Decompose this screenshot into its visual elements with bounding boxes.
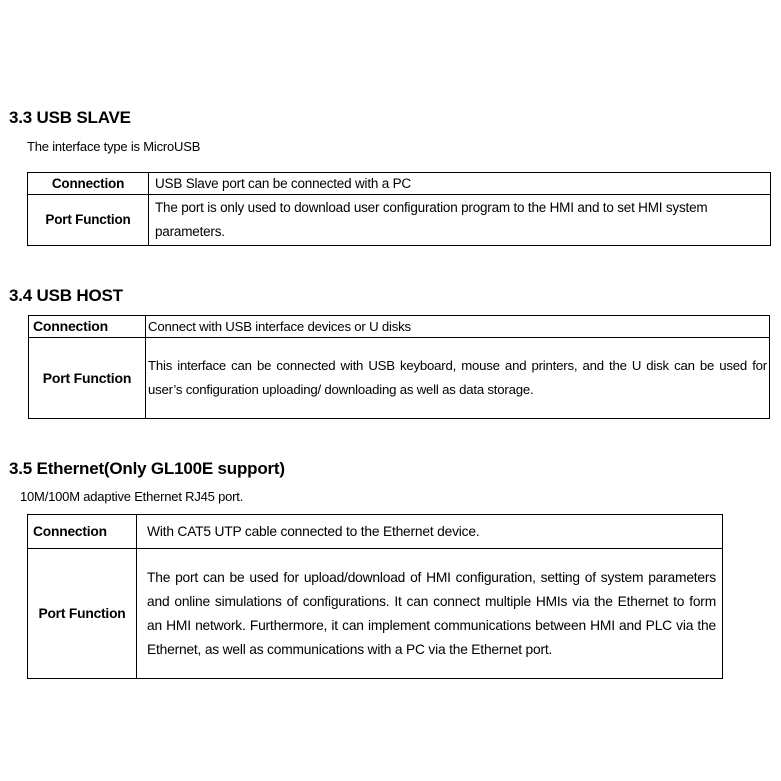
row-text: The port is only used to download user configuration program to the HMI and to set HMI system parameters. bbox=[149, 195, 771, 246]
row-text: This interface can be connected with USB keyboard, mouse and printers, and the U disk can be used for user’s configuration uploading/ downloading as well as data storage. bbox=[146, 338, 770, 419]
table-row bbox=[28, 549, 723, 679]
table-row bbox=[29, 338, 770, 419]
section-heading-usb-host: 3.4 USB HOST bbox=[9, 286, 123, 305]
section-heading-ethernet: 3.5 Ethernet(Only GL100E support) bbox=[9, 459, 285, 478]
usb-slave-table bbox=[27, 172, 771, 246]
row-text: The port can be used for upload/download of HMI configuration, setting of system parameters and online simulations of configurations. It can connect multiple HMIs via the Ethernet to form an HMI network. Furthermore, it can implement communications between HMI and PLC via the Ethernet, as well as communications with a PC via the Ethernet port. bbox=[137, 549, 723, 679]
row-label: Port Function bbox=[28, 549, 137, 679]
table-row bbox=[28, 515, 723, 549]
table-row bbox=[28, 195, 771, 246]
row-label: Port Function bbox=[29, 338, 146, 419]
row-label: Connection bbox=[28, 173, 149, 195]
usb-host-table bbox=[28, 315, 770, 419]
row-text: USB Slave port can be connected with a PC bbox=[149, 173, 771, 195]
row-text: Connect with USB interface devices or U disks bbox=[146, 316, 770, 338]
row-text: With CAT5 UTP cable connected to the Ethernet device. bbox=[137, 515, 723, 549]
row-label: Port Function bbox=[28, 195, 149, 246]
ethernet-table bbox=[27, 514, 723, 679]
section-description-ethernet: 10M/100M adaptive Ethernet RJ45 port. bbox=[20, 489, 244, 504]
section-heading-usb-slave: 3.3 USB SLAVE bbox=[9, 108, 131, 127]
section-description-usb-slave: The interface type is MicroUSB bbox=[27, 139, 201, 154]
row-label: Connection bbox=[29, 316, 146, 338]
table-row bbox=[28, 173, 771, 195]
row-label: Connection bbox=[28, 515, 137, 549]
table-row bbox=[29, 316, 770, 338]
